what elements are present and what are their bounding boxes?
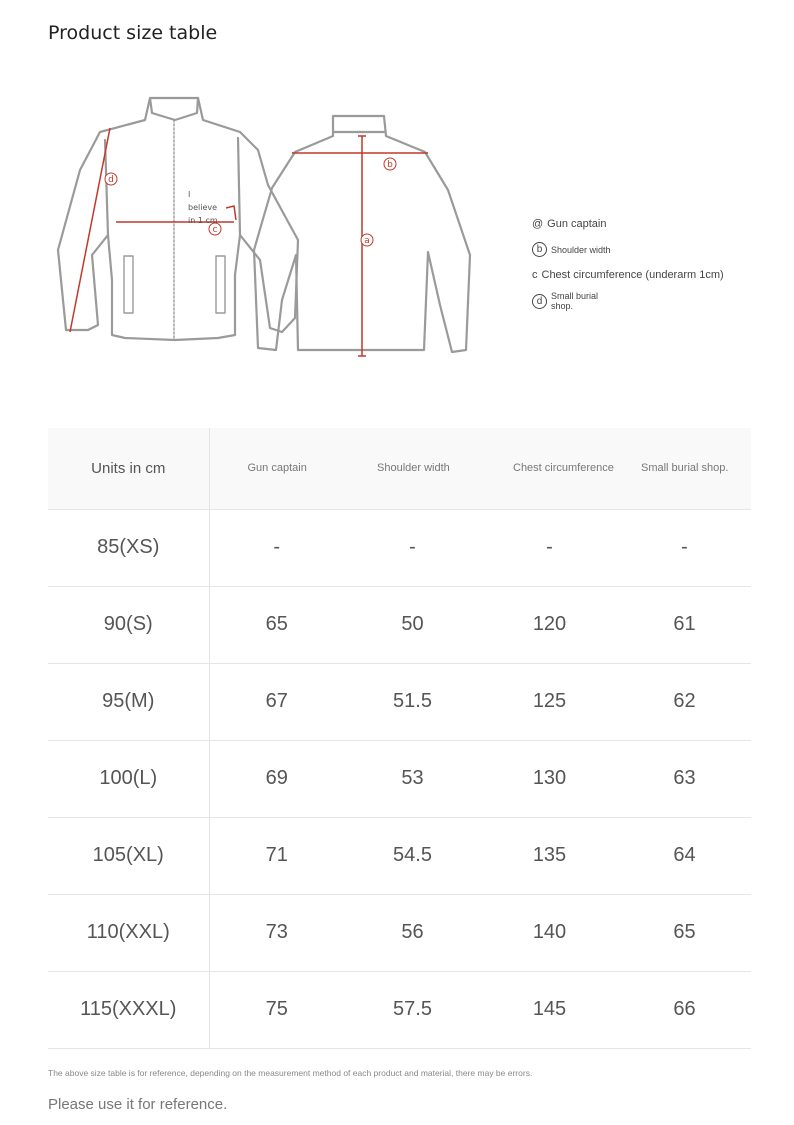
legend-item-c (532, 269, 772, 281)
table-cell: - (618, 509, 751, 586)
table-cell-size: 85(XS) (48, 509, 209, 586)
legend-label-a: Gun captain (547, 218, 607, 230)
legend-item-a (532, 218, 772, 230)
table-cell: 54.5 (344, 817, 481, 894)
table-row (48, 894, 751, 971)
table-cell: 145 (481, 971, 618, 1048)
table-cell: 69 (209, 740, 344, 817)
table-cell: 120 (481, 586, 618, 663)
table-row (48, 509, 751, 586)
table-cell: 63 (618, 740, 751, 817)
legend-label-b: Shoulder width (551, 244, 611, 255)
table-cell: 61 (618, 586, 751, 663)
legend-mark-c: c (532, 269, 538, 281)
marker-b: b (387, 160, 393, 170)
table-cell: 53 (344, 740, 481, 817)
table-header-col: Gun captain (209, 428, 344, 509)
table-cell: - (209, 509, 344, 586)
footer-note: Please use it for reference. (48, 1096, 228, 1113)
table-cell-size: 105(XL) (48, 817, 209, 894)
table-cell: - (344, 509, 481, 586)
marker-c: c (212, 225, 218, 235)
table-header-col: Small burial shop. (618, 428, 751, 509)
table-row (48, 663, 751, 740)
table-cell: 51.5 (344, 663, 481, 740)
marker-a: a (364, 236, 370, 246)
front-note-line-3: in 1 cm (188, 216, 218, 225)
table-cell: 75 (209, 971, 344, 1048)
legend-item-b (532, 242, 772, 257)
front-note-line-2: believe (188, 203, 218, 212)
table-cell: 135 (481, 817, 618, 894)
table-cell: 130 (481, 740, 618, 817)
table-cell: 65 (209, 586, 344, 663)
table-cell: 64 (618, 817, 751, 894)
table-cell-size: 95(M) (48, 663, 209, 740)
front-note-line-1: I (188, 190, 191, 199)
table-cell: 125 (481, 663, 618, 740)
table-cell: 140 (481, 894, 618, 971)
table-cell-size: 90(S) (48, 586, 209, 663)
table-cell: 73 (209, 894, 344, 971)
disclaimer-text: The above size table is for reference, depending on the measurement method of each product and material, there may be errors. (48, 1068, 533, 1078)
measurement-legend (532, 218, 772, 321)
legend-mark-b: b (532, 242, 547, 257)
table-cell: 56 (344, 894, 481, 971)
table-header-col: Shoulder width (344, 428, 481, 509)
table-header-col: Chest circumference (481, 428, 618, 509)
table-cell-size: 110(XXL) (48, 894, 209, 971)
table-row (48, 740, 751, 817)
table-cell: - (481, 509, 618, 586)
table-cell: 57.5 (344, 971, 481, 1048)
page-title: Product size table (48, 22, 218, 44)
table-cell: 62 (618, 663, 751, 740)
marker-d: d (108, 175, 114, 185)
legend-label-c: Chest circumference (underarm 1cm) (541, 269, 724, 281)
legend-mark-d: d (532, 294, 547, 309)
table-header-row (48, 428, 751, 509)
table-cell: 66 (618, 971, 751, 1048)
table-row (48, 971, 751, 1048)
table-cell-size: 100(L) (48, 740, 209, 817)
legend-mark-a: @ (532, 218, 544, 230)
table-header-units: Units in cm (48, 428, 209, 509)
table-cell: 71 (209, 817, 344, 894)
table-cell: 65 (618, 894, 751, 971)
size-table (48, 428, 751, 1049)
table-cell: 67 (209, 663, 344, 740)
table-cell: 50 (344, 586, 481, 663)
legend-item-d (532, 291, 772, 311)
table-row (48, 817, 751, 894)
table-cell-size: 115(XXXL) (48, 971, 209, 1048)
legend-label-d: Small burial shop. (551, 291, 599, 311)
table-row (48, 586, 751, 663)
